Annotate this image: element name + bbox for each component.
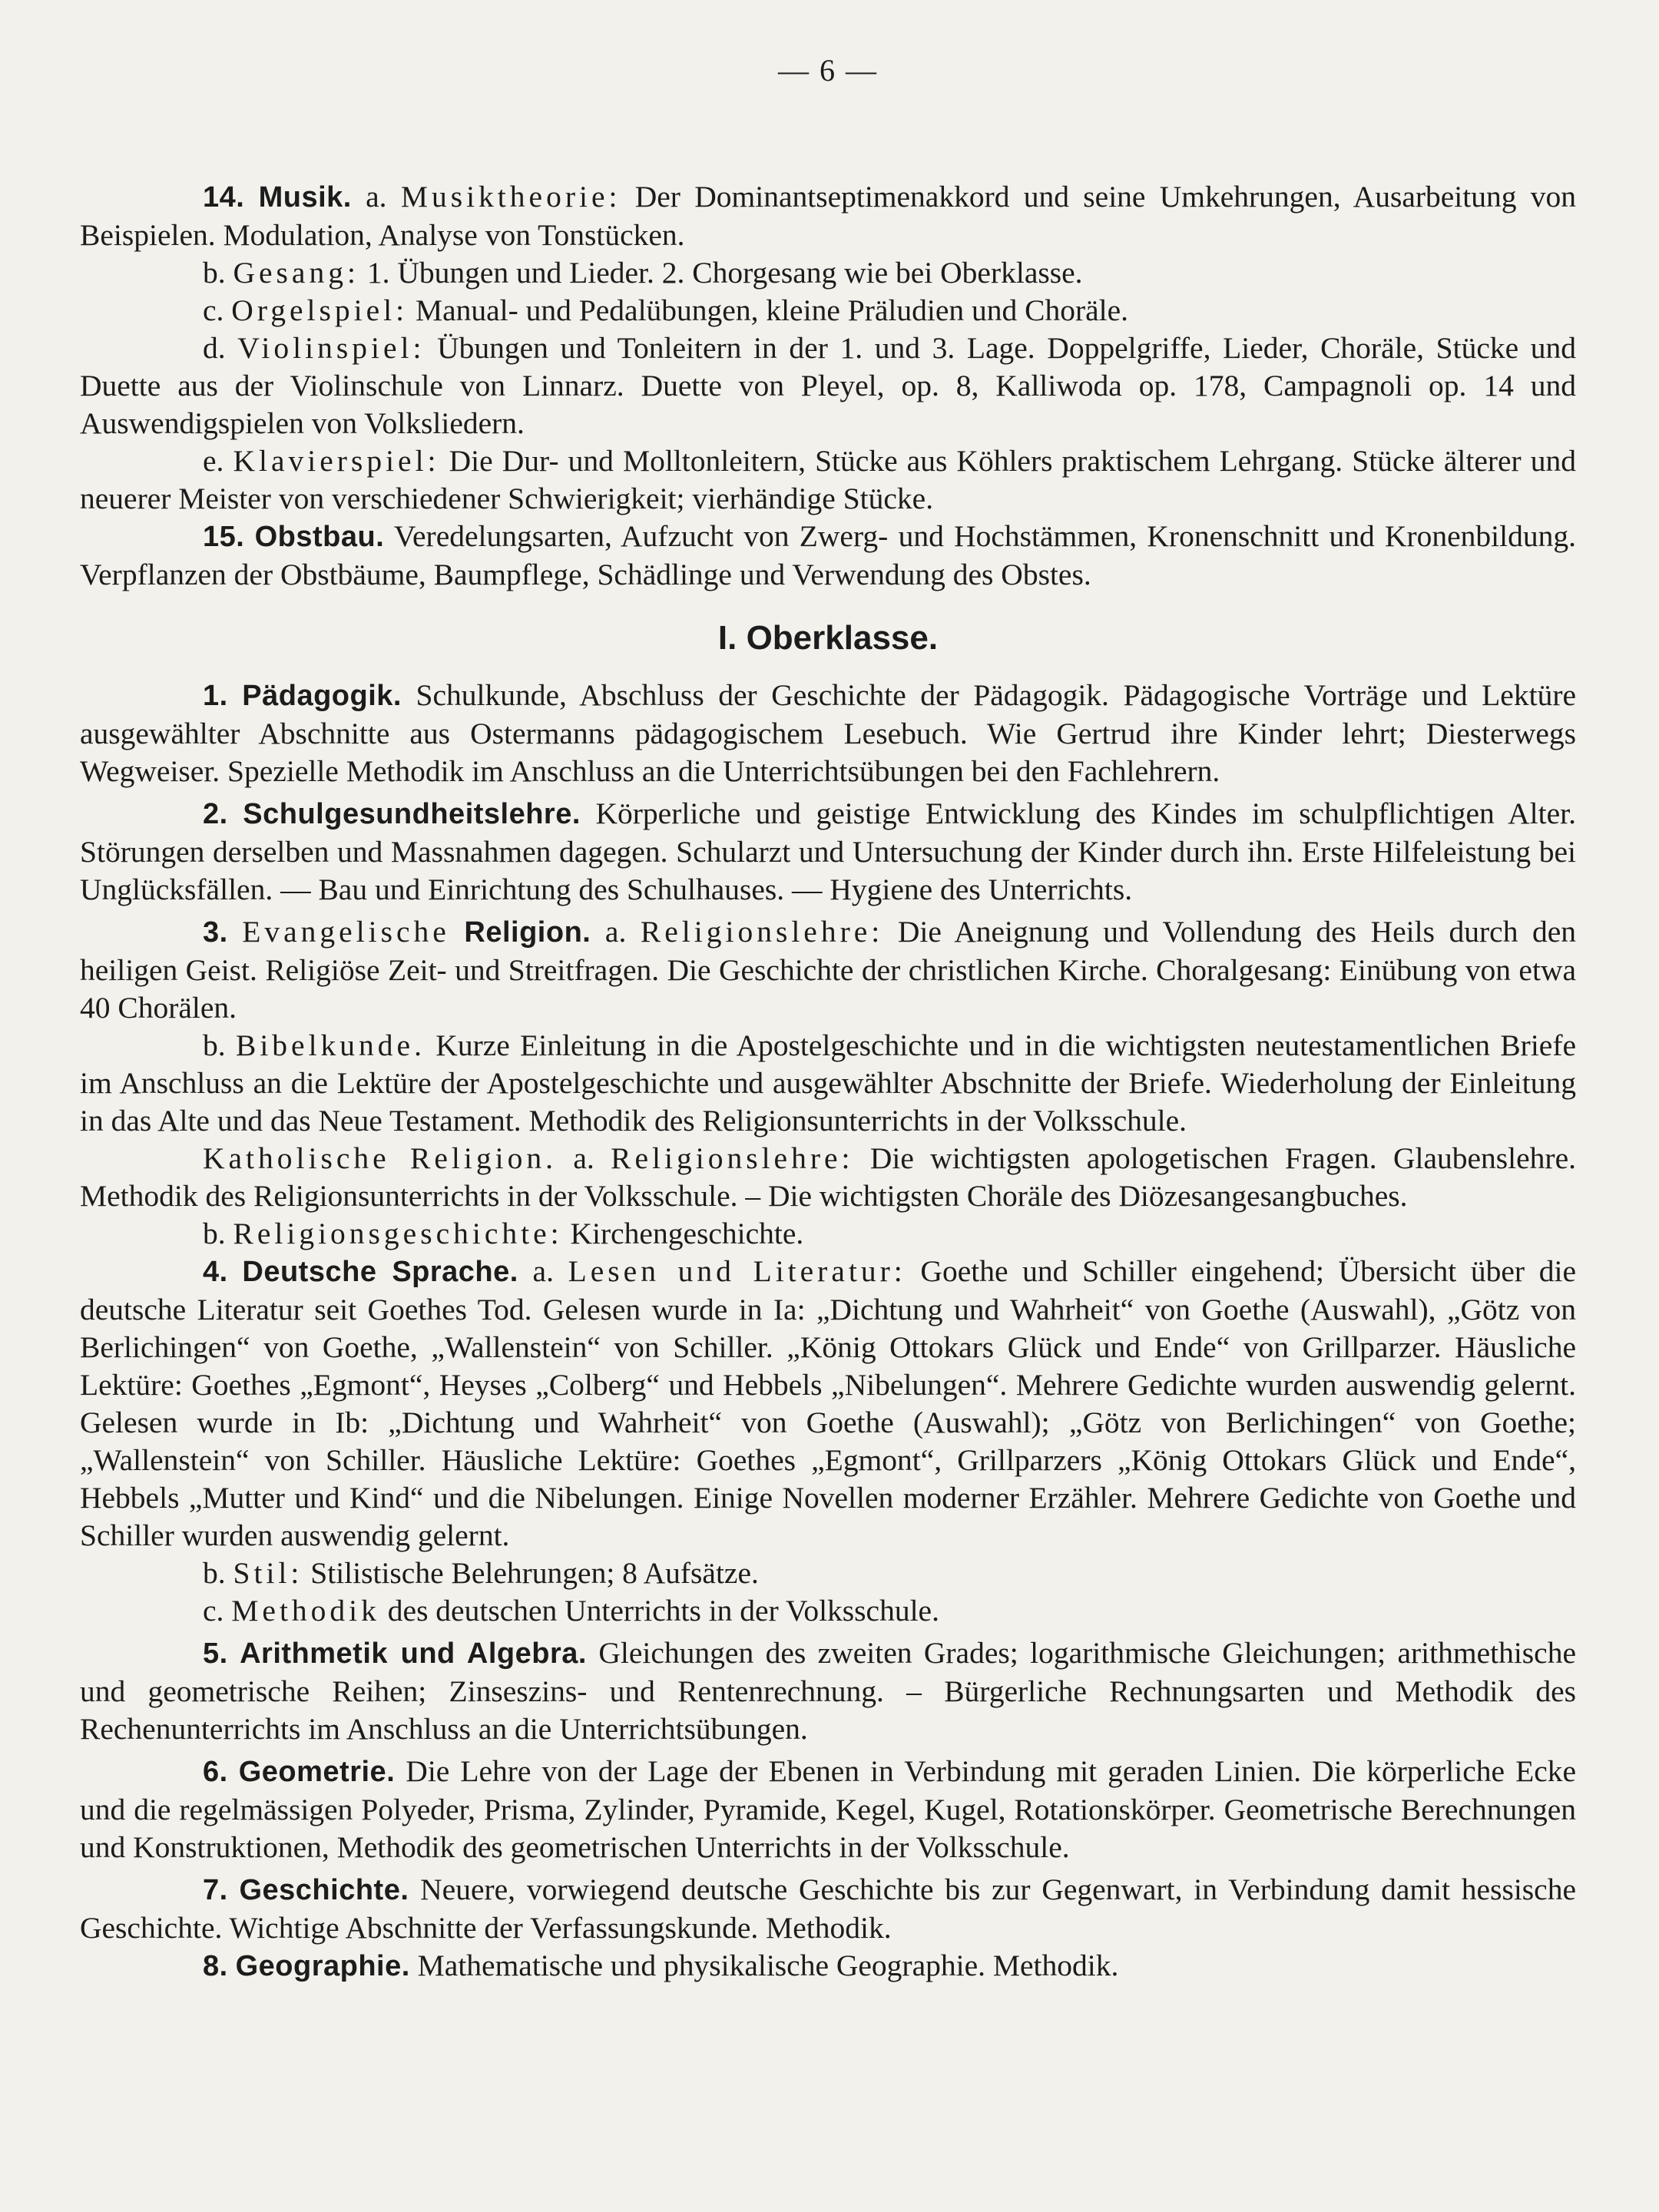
subheading-musiktheorie: Musiktheorie:	[400, 180, 621, 214]
paragraph-evangelische-religion: 3. Evangelische Religion. a. Religionslehre: Die Aneignung und Vollendung des Heils durch den heiligen Geist. Religiöse Zeit- und Streitfragen. Die Geschichte der christlichen Kirche. Choralgesang: Einübung von etwa 40 Chorälen.	[80, 915, 1577, 1025]
subheading-religionslehre-kath: Religionslehre:	[611, 1141, 854, 1175]
paragraph-geometrie: 6. Geometrie. Die Lehre von der Lage der Ebenen in Verbindung mit geraden Linien. Die körperliche Ecke und die regelmässigen Polyeder, Prisma, Zylinder, Pyramide, Kegel, Kugel, Rotationskörper. Geometrische Berechnungen und Konstruktionen, Methodik des geometrischen Unterrichts in der Volksschule.	[80, 1754, 1577, 1864]
subheading-orgelspiel: Orgelspiel:	[231, 293, 409, 327]
paragraph-musik: 14. Musik. a. Musiktheorie: Der Dominantseptimenakkord und seine Umkehrungen, Ausarbeitung von Beispielen. Modulation, Analyse von Tonstücken.	[80, 180, 1577, 252]
paragraph-religionsgeschichte: b. Religionsgeschichte: Kirchengeschichte.	[203, 1217, 804, 1250]
heading-religion: Religion.	[464, 916, 591, 949]
paragraph-paedagogik: 1. Pädagogik. Schulkunde, Abschluss der Geschichte der Pädagogik. Pädagogische Vorträge und Lektüre ausgewählter Abschnitte aus Ostermanns pädagogischem Lesebuch. Wie Gertrud ihre Kinder lehrt; Diesterwegs Wegweiser. Spezielle Methodik im Anschluss an die Unterrichtsübungen bei den Fachlehrern.	[80, 678, 1577, 788]
heading-geographie: Geographie.	[235, 1950, 410, 1982]
paragraph-stil: b. Stil: Stilistische Belehrungen; 8 Aufsätze.	[203, 1556, 759, 1590]
paragraph-katholische-religion: Katholische Religion. a. Religionslehre: Die wichtigsten apologetischen Fragen. Glaubenslehre. Methodik des Religionsunterrichts in der Volksschule. – Die wichtigsten Choräle des Diözesangesangbuches.	[80, 1141, 1576, 1213]
subheading-gesang: Gesang:	[233, 256, 359, 290]
paragraph-arithmetik: 5. Arithmetik und Algebra. Gleichungen des zweiten Grades; logarithmische Gleichungen; arithmethische und geometrische Reihen; Zinseszins- und Rentenrechnung. – Bürgerliche Rechnungsarten und Methodik des Rechenunterrichts im Anschluss an die Unterrichtsübungen.	[80, 1636, 1576, 1746]
paragraph-obstbau: 15. Obstbau. Veredelungsarten, Aufzucht von Zwerg- und Hochstämmen, Kronenschnitt und Kronenbildung. Verpflanzen der Obstbäume, Baumpflege, Schädlinge und Verwendung des Obstes.	[80, 519, 1577, 591]
item-number: 4.	[203, 1256, 228, 1288]
heading-paedagogik: Pädagogik.	[242, 680, 402, 712]
paragraph-geschichte: 7. Geschichte. Neuere, vorwiegend deutsche Geschichte bis zur Gegenwart, in Verbindung damit hessische Geschichte. Wichtige Abschnitte der Verfassungskunde. Methodik.	[80, 1873, 1576, 1945]
item-number: 8.	[203, 1950, 228, 1982]
heading-geschichte: Geschichte.	[239, 1874, 409, 1906]
paragraph-deutsche-sprache: 4. Deutsche Sprache. a. Lesen und Literatur: Goethe und Schiller eingehend; Übersicht über die deutsche Literatur seit Goethes Tod. Gelesen wurde in Ia: „Dichtung und Wahrheit“ von Goethe (Auswahl), „Götz von Berlichingen“ von Goethe, „Wallenstein“ von Schiller. „König Ottokars Glück und Ende“ von Grillparzer. Häusliche Lektüre: Goethes „Egmont“, Heyses „Colberg“ und Hebbels „Nibelungen“. Mehrere Gedichte wurden auswendig gelernt. Gelesen wurde in Ib: „Dichtung und Wahrheit“ von Goethe (Auswahl); „Götz von Berlichingen“ von Goethe; „Wallenstein“ von Schiller. Häusliche Lektüre: Goethes „Egmont“, Grillparzers „König Ottokars Glück und Ende“, Hebbels „Mutter und Kind“ und die Nibelungen. Einige Novellen moderner Erzähler. Mehrere Gedichte von Goethe und Schiller wurden auswendig gelernt.	[80, 1254, 1577, 1552]
heading-musik: Musik.	[258, 181, 352, 214]
heading-geometrie: Geometrie.	[238, 1756, 396, 1788]
item-number: 5.	[203, 1637, 228, 1670]
subheading-religionslehre: Religionslehre:	[640, 915, 884, 949]
page-number: — 6 —	[778, 53, 878, 88]
item-number: 14.	[203, 181, 245, 214]
subheading-katholische-religion: Katholische Religion.	[203, 1141, 557, 1175]
paragraph-geographie: 8. Geographie. Mathematische und physikalische Geographie. Methodik.	[203, 1949, 1119, 1982]
heading-deutsche-sprache: Deutsche Sprache.	[242, 1256, 518, 1288]
subheading-klavierspiel: Klavierspiel:	[233, 444, 440, 478]
paragraph-violinspiel: d. Violinspiel: Übungen und Tonleitern in der 1. und 3. Lage. Doppelgriffe, Lieder, Choräle, Stücke und Duette aus der Violinschule von Linnarz. Duette von Pleyel, op. 8, Kalliwoda op. 178, Campagnoli op. 14 und Auswendigspielen von Volksliedern.	[80, 331, 1577, 440]
subheading-stil: Stil:	[233, 1556, 303, 1590]
subheading-evangelische: Evangelische	[242, 915, 450, 949]
subheading-methodik: Methodik	[231, 1594, 380, 1628]
item-number: 7.	[203, 1874, 228, 1906]
paragraph-klavierspiel: e. Klavierspiel: Die Dur- und Molltonleitern, Stücke aus Köhlers praktischem Lehrgang. Stücke älterer und neuerer Meister von verschiedener Schwierigkeit; vierhändige Stücke.	[80, 444, 1577, 515]
heading-schulgesundheitslehre: Schulgesundheitslehre.	[243, 798, 581, 830]
subheading-lesen-und-literatur: Lesen und Literatur:	[568, 1254, 906, 1288]
item-number: 3.	[203, 916, 228, 949]
paragraph-schulgesundheitslehre: 2. Schulgesundheitslehre. Körperliche und geistige Entwicklung des Kindes im schulpflichtigen Alter. Störungen derselben und Massnahmen dagegen. Schularzt und Untersuchung der Kinder durch ihn. Erste Hilfeleistung bei Unglücksfällen. — Bau und Einrichtung des Schulhauses. — Hygiene des Unterrichts.	[80, 796, 1576, 906]
paragraph-orgelspiel: c. Orgelspiel: Manual- und Pedalübungen, kleine Präludien und Choräle.	[203, 293, 1129, 327]
item-number: 2.	[203, 798, 228, 830]
heading-obstbau: Obstbau.	[254, 521, 385, 553]
subheading-violinspiel: Violinspiel:	[237, 331, 426, 365]
paragraph-methodik-deutsch: c. Methodik des deutschen Unterrichts in der Volksschule.	[203, 1594, 939, 1628]
heading-arithmetik: Arithmetik und Algebra.	[240, 1637, 587, 1670]
item-number: 15.	[203, 521, 245, 553]
paragraph-bibelkunde: b. Bibelkunde. Kurze Einleitung in die Apostelgeschichte und in die wichtigsten neutestamentlichen Briefe im Anschluss an die Lektüre der Apostelgeschichte und ausgewählter Abschnitte der Briefe. Wiederholung der Einleitung in das Alte und das Neue Testament. Methodik des Religionsunterrichts in der Volksschule.	[80, 1028, 1577, 1137]
item-number: 1.	[203, 680, 228, 712]
subheading-religionsgeschichte: Religionsgeschichte:	[233, 1217, 563, 1250]
item-number: 6.	[203, 1756, 228, 1788]
section-title-oberklasse: I. Oberklasse.	[717, 619, 939, 657]
subheading-bibelkunde: Bibelkunde.	[235, 1028, 426, 1062]
paragraph-gesang: b. Gesang: 1. Übungen und Lieder. 2. Chorgesang wie bei Oberklasse.	[203, 256, 1083, 290]
